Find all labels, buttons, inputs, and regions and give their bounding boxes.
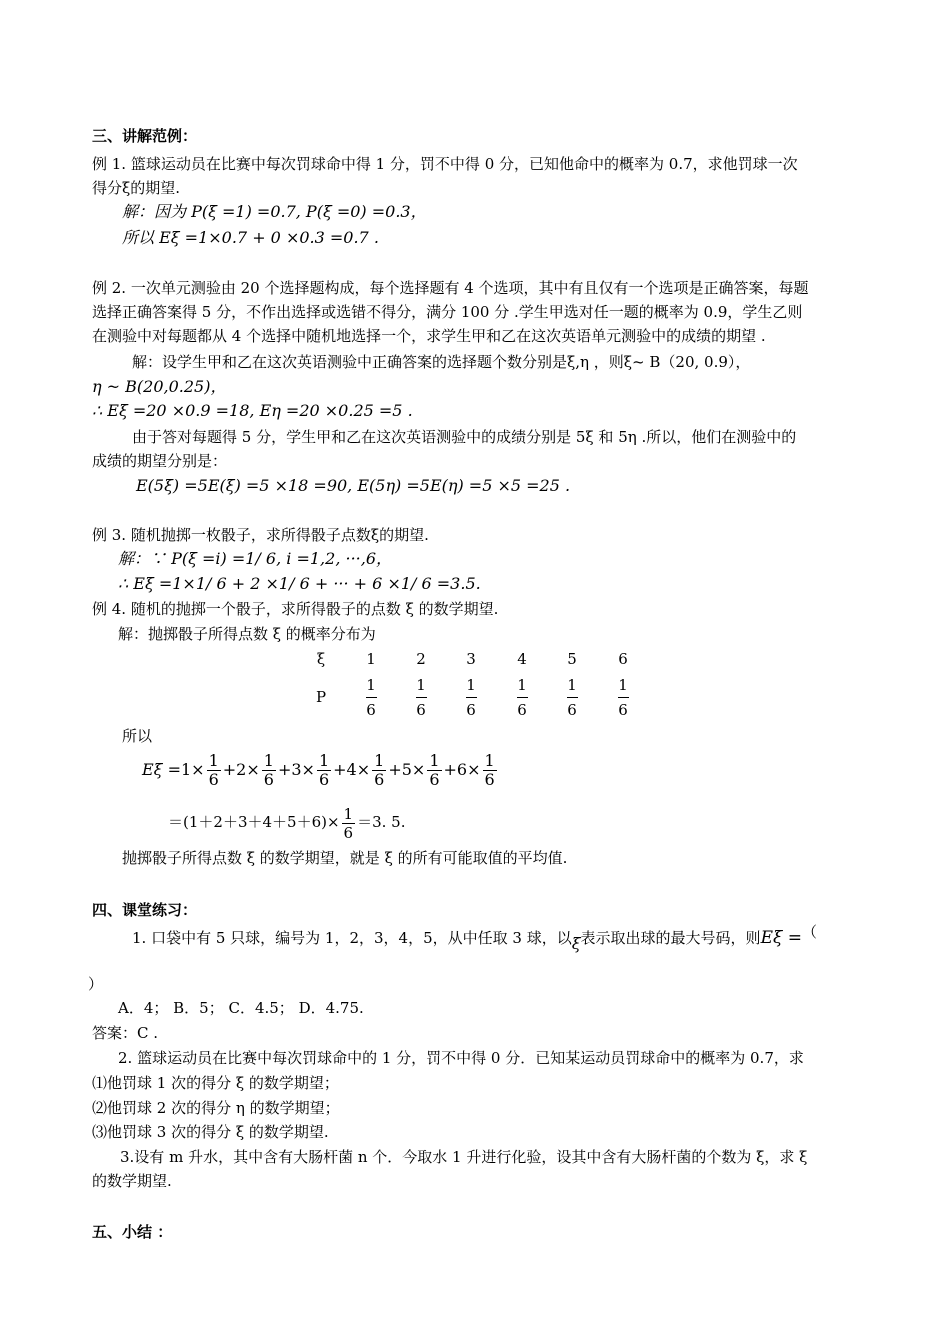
table-probability: 1 6 — [517, 676, 527, 719]
section-3-heading: 三、讲解范例： — [92, 127, 198, 145]
table-value: 2 — [416, 650, 426, 668]
fraction: $\frac{1}{6}$ — [263, 751, 274, 789]
table-probability: 1 6 — [618, 676, 628, 719]
example-2-solution-5: 成绩的期望分别是： — [92, 452, 228, 470]
table-p-label: P — [315, 688, 327, 706]
example-4-solution-1: 解：抛掷骰子所得点数 ξ 的概率分布为 — [118, 625, 376, 643]
table-value: 5 — [567, 650, 577, 668]
example-1-solution-1: 解：因为 P(ξ =1) =0.7, P(ξ =0) =0.3， — [122, 202, 427, 221]
question-1-options: A．4； B．5； C．4.5； D．4.75. — [118, 999, 364, 1017]
example-4-conclusion: 抛掷骰子所得点数 ξ 的数学期望，就是 ξ 的所有可能取值的平均值. — [122, 849, 568, 867]
question-2-part-2: ⑵他罚球 2 次的得分 η 的数学期望； — [92, 1099, 340, 1117]
expectation-result: ＝(1＋2＋3＋4＋5＋6)× $\frac{1}{6}$ ＝3. 5. — [168, 804, 406, 842]
question-2-part-3: ⑶他罚球 3 次的得分 ξ 的数学期望. — [92, 1123, 329, 1141]
example-4-line-1: 例 4. 随机的抛掷一个骰子，求所得骰子的点数 ξ 的数学期望. — [92, 600, 499, 618]
section-5-heading: 五、小结 ： — [92, 1223, 173, 1241]
fraction: $\frac{1}{6}$ — [374, 751, 385, 789]
table-probability: 1 6 — [466, 676, 476, 719]
example-1-solution-2: 所以 Eξ =1×0.7 + 0 ×0.3 =0.7 . — [122, 228, 379, 247]
example-3-solution-1: 解：∵ P(ξ =i) =1/ 6, i =1,2, ···,6， — [118, 549, 393, 568]
question-3-line-2: 的数学期望. — [92, 1172, 172, 1190]
fraction: $\frac{1}{6}$ — [484, 751, 495, 789]
table-value: 4 — [517, 650, 527, 668]
question-2-line-1: 2. 篮球运动员在比赛中每次罚球命中的 1 分，罚不中得 0 分．已知某运动员罚球命中的概率为 0.7，求 — [118, 1049, 804, 1067]
example-2-line-1: 例 2. 一次单元测验由 20 个选择题构成，每个选择题有 4 个选项，其中有且仅有一个选项是正确答案，每题 — [92, 279, 809, 297]
table-xi-label: ξ — [316, 650, 326, 668]
example-2-solution-4: 由于答对每题得 5 分，学生甲和乙在这次英语测验中的成绩分别是 5ξ 和 5η .所以，他们在测验中的 — [132, 428, 797, 446]
fraction: $\frac{1}{6}$ — [343, 804, 354, 842]
table-probability: 1 6 — [366, 676, 376, 719]
fraction: $\frac{1}{6}$ — [429, 751, 440, 789]
example-3-line-1: 例 3. 随机抛掷一枚骰子，求所得骰子点数ξ的期望. — [92, 526, 429, 544]
example-1-line-2: 得分ξ的期望. — [92, 179, 181, 197]
example-2-line-2: 选择正确答案得 5 分，不作出选择或选错不得分，满分 100 分 .学生甲选对任一题的概率为 0.9，学生乙则 — [92, 303, 803, 321]
fraction: $\frac{1}{6}$ — [208, 751, 219, 789]
expectation-expression: Eξ =1× $\frac{1}{6}$ +2× $\frac{1}{6}$ +3× $\frac{1}{6}$ +4× $\frac{1}{6}$ +5× $\frac{1}{6}$ +6× $\frac{1}{6}$ — [142, 751, 495, 789]
table-value: 1 — [366, 650, 376, 668]
example-2-solution-2: η ~ B(20,0.25)， — [92, 377, 227, 396]
fraction: $\frac{1}{6}$ — [318, 751, 330, 789]
example-1-line-1: 例 1. 篮球运动员在比赛中每次罚球命中得 1 分，罚不中得 0 分，已知他命中的概率为 0.7，求他罚球一次 — [92, 155, 798, 173]
example-2-solution-1: 解：设学生甲和乙在这次英语测验中正确答案的选择题个数分别是ξ,η ，则ξ~ B（20, 0.9）， — [132, 353, 751, 371]
question-1-paren-close: ） — [88, 975, 104, 993]
example-2-solution-6: E(5ξ) =5E(ξ) =5 ×18 =90, E(5η) =5E(η) =5 ×5 =25 . — [136, 476, 571, 495]
example-3-solution-2: ∴ Eξ =1×1/ 6 + 2 ×1/ 6 + ··· + 6 ×1/ 6 =3.5. — [118, 574, 481, 593]
section-4-heading: 四、课堂练习： — [92, 901, 198, 919]
question-1-answer: 答案：C . — [92, 1024, 159, 1042]
table-probability: 1 6 — [416, 676, 426, 719]
table-probability: 1 6 — [567, 676, 577, 719]
example-2-solution-3: ∴ Eξ =20 ×0.9 =18, Eη =20 ×0.25 =5 . — [92, 401, 413, 420]
table-value: 6 — [618, 650, 628, 668]
example-4-therefore: 所以 — [122, 727, 153, 745]
example-2-line-3: 在测验中对每题都从 4 个选择中随机地选择一个，求学生甲和乙在这次英语单元测验中的成绩的期望 . — [92, 327, 766, 345]
question-2-part-1: ⑴他罚球 1 次的得分 ξ 的数学期望； — [92, 1074, 339, 1092]
question-1: 1. 口袋中有 5 只球，编号为 1，2，3，4，5，从中任取 3 球，以ξ表示取出球的最大号码，则Eξ =（ — [132, 923, 817, 953]
expectation-lhs: Eξ = — [142, 760, 181, 779]
table-value: 3 — [466, 650, 476, 668]
question-3-line-1: 3.设有 m 升水，其中含有大肠杆菌 n 个．今取水 1 升进行化验，设其中含有大肠杆菌的个数为 ξ，求 ξ — [120, 1148, 808, 1166]
